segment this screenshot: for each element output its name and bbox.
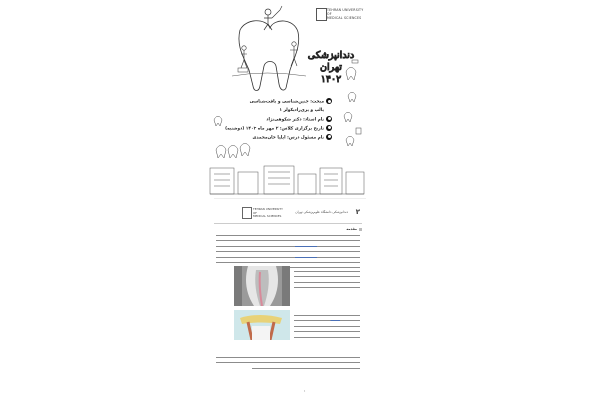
text-line — [294, 337, 360, 338]
bullet-icon — [326, 116, 332, 122]
text-line — [294, 282, 360, 283]
bullet-icon — [326, 125, 332, 131]
text-line — [294, 276, 360, 277]
text-line — [294, 326, 360, 327]
bullet-icon — [326, 98, 332, 104]
text-line — [216, 240, 360, 241]
text-line — [216, 357, 360, 358]
cover-title-line2: تهران — [320, 62, 342, 73]
page-number: ۱ — [304, 389, 306, 393]
info-topic: مبحث: جنین‌شناسی و بافت‌شناسی — [224, 98, 332, 107]
text-line — [294, 287, 360, 288]
logo-text-line2: OF — [253, 210, 257, 215]
text-line — [252, 368, 360, 369]
text-line — [216, 362, 360, 363]
text-line — [216, 257, 360, 258]
tooth-xray-image — [234, 266, 290, 306]
school-name: دندانپزشکی دانشگاه علوم‌پزشکی تهران — [295, 210, 348, 214]
info-topic-continued: پالپ و پری‌رادیکولر ۱ — [279, 108, 324, 114]
lecture-info — [224, 98, 332, 143]
cover-title — [300, 50, 362, 86]
figure1-caption — [294, 271, 360, 293]
info-date: تاریخ برگزاری کلاس: ۳ مهر ماه ۱۴۰۲ (دوشنبه) — [224, 125, 332, 134]
figure2-caption — [294, 315, 360, 342]
text-line — [294, 331, 360, 332]
info-teacher: نام استاد: دکتر شکوهی‌نژاد — [224, 116, 332, 125]
closing-paragraph — [216, 357, 360, 373]
crest-icon — [242, 207, 252, 219]
cover-title-line1: دندانپزشکی — [307, 50, 355, 61]
university-logo — [316, 7, 364, 29]
cover-title-line3: ۱۴۰۲ — [320, 74, 342, 85]
bullet-icon — [326, 134, 332, 140]
text-line — [216, 246, 360, 247]
logo-text-line1: TEHRAN UNIVERSITY — [327, 8, 364, 12]
page-header — [214, 205, 362, 224]
cover-page — [206, 0, 366, 196]
text-line — [294, 271, 360, 272]
crest-icon — [316, 8, 327, 21]
info-student: نام مسئول درس: ایلیا خان‌محمدی — [224, 134, 332, 143]
logo-text-line3: MEDICAL SCIENCES — [253, 214, 282, 218]
text-line — [216, 251, 360, 252]
logo-text-line3: MEDICAL SCIENCES — [327, 16, 362, 20]
text-line — [216, 235, 360, 236]
text-line — [294, 315, 360, 316]
logo-text-line1: TEHRAN UNIVERSITY — [253, 207, 283, 211]
logo-text-line2: OF — [327, 12, 332, 16]
pulp-histology-image — [234, 310, 290, 340]
text-line — [294, 320, 360, 321]
university-logo-small — [242, 207, 288, 220]
text-line — [216, 262, 360, 263]
document-viewer — [206, 0, 366, 400]
section-title: مقدمه — [346, 227, 362, 231]
page-badge-number: ۲ — [355, 208, 360, 216]
